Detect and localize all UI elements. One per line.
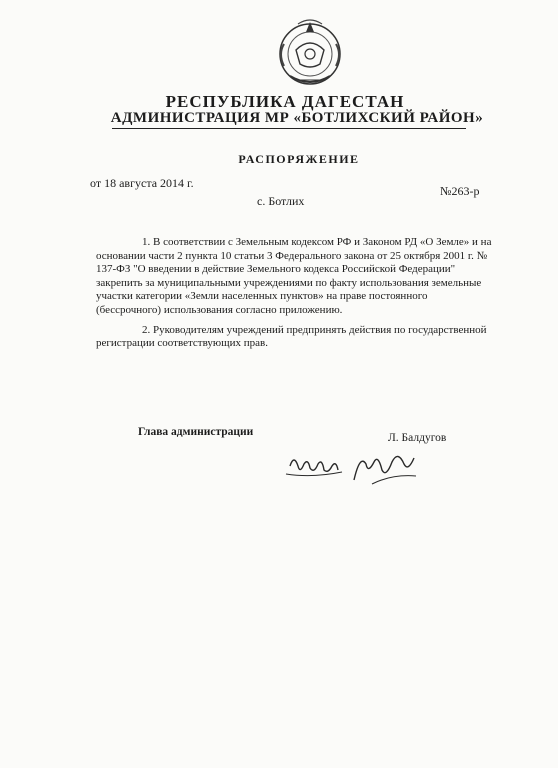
document-number: №263-р [440, 184, 480, 198]
coat-of-arms-emblem-icon [270, 14, 350, 94]
document-title: РАСПОРЯЖЕНИЕ [238, 152, 360, 166]
document-place: с. Ботлих [257, 194, 305, 208]
signer-name: Л. Балдугов [388, 432, 447, 444]
administration-heading: АДМИНИСТРАЦИЯ МР «БОТЛИХСКИЙ РАЙОН» [110, 110, 484, 126]
header-divider [112, 128, 466, 129]
document-body [96, 236, 494, 357]
signer-position: Глава администрации [138, 426, 254, 438]
body-paragraph-1: 1. В соответствии с Земельным кодексом РФ и Законом РД «О Земле» и на основании части 2 пункта 10 статьи 3 Федерального закона от 25 октября 2001 г. № 137-ФЗ "О введении в действие Земельного кодекса Российской Федерации" закрепить за муниципальными учреждениями по факту использования земельные участки категории «Земли населенных пунктов» на праве постоянного (бессрочного) использования согласно приложению. [96, 236, 492, 316]
region-heading: РЕСПУБЛИКА ДАГЕСТАН [165, 92, 405, 111]
body-paragraph-2: 2. Руководителям учреждений предпринять действия по государственной регистрации соответствующих прав. [96, 323, 487, 350]
document-date: от 18 августа 2014 г. [90, 176, 194, 190]
handwritten-signature-icon [282, 444, 422, 494]
